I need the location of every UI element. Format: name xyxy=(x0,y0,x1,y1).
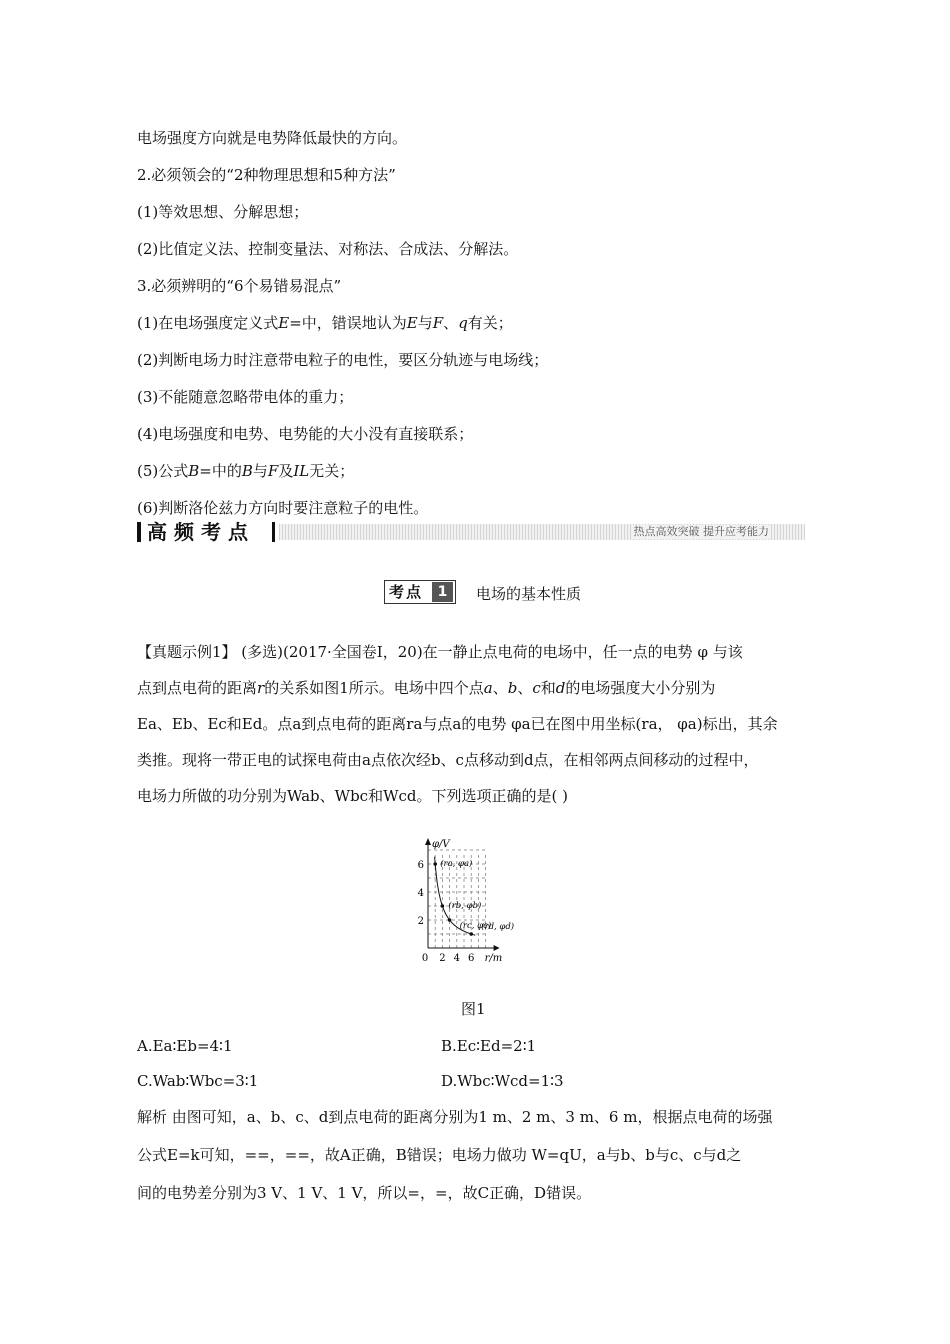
text: 、 xyxy=(492,679,508,697)
option-c: C.Wab∶Wbc=3∶1 xyxy=(137,1072,259,1090)
symbol: q xyxy=(458,314,468,332)
point-label: (rd, φd) xyxy=(481,922,515,932)
y-axis-label: φ/V xyxy=(432,839,450,850)
x-tick-label: 6 xyxy=(468,953,475,964)
text: 无关； xyxy=(309,462,355,480)
text: 的电场强度大小分别为 xyxy=(565,679,716,697)
solution-text: 解析 由图可知，a、b、c、d到点电荷的距离分别为1 m、2 m、3 m、6 m，根据点电荷的场强 xyxy=(137,1108,773,1126)
text: 与 xyxy=(417,314,433,332)
problem-text xyxy=(137,678,715,698)
y-tick-label: 2 xyxy=(417,916,424,927)
problem-text: 类推。现将一带正电的试探电荷由a点依次经b、c点移动到d点，在相邻两点间移动的过程中， xyxy=(137,751,759,769)
symbol: B xyxy=(188,462,200,480)
banner-title: 高频考点 xyxy=(147,520,255,544)
list-item xyxy=(137,461,354,481)
banner-bar xyxy=(137,522,141,542)
text: 、 xyxy=(443,314,459,332)
x-tick-label: 2 xyxy=(439,953,446,964)
text: 、 xyxy=(517,679,533,697)
y-axis-arrow xyxy=(425,838,431,845)
text: 的关系如图1所示。电场中四个点 xyxy=(264,679,484,697)
banner-bar xyxy=(272,522,275,542)
figure-caption: 图1 xyxy=(461,1000,486,1018)
symbol: d xyxy=(555,679,566,697)
list-item: (2)判断电场力时注意带电粒子的电性，要区分轨迹与电场线； xyxy=(137,351,549,369)
list-item xyxy=(137,313,513,333)
point-label: (rc, φc) xyxy=(459,921,492,931)
data-point xyxy=(448,918,452,922)
x-tick-label: 4 xyxy=(453,953,460,964)
heading-3: 3.必须辨明的“6个易错易混点” xyxy=(137,277,342,295)
text: 与 xyxy=(252,462,268,480)
symbol: F xyxy=(267,462,279,480)
point-label: (ra, φa) xyxy=(440,859,473,869)
list-item: (1)等效思想、分解思想； xyxy=(137,203,309,221)
y-tick-label: 4 xyxy=(417,888,424,899)
kaodian-number: 1 xyxy=(432,582,453,602)
origin-label: 0 xyxy=(421,953,429,964)
y-tick-label: 6 xyxy=(417,860,424,871)
text: (1)在电场强度定义式 xyxy=(137,314,279,332)
text: (5)公式 xyxy=(137,462,189,480)
symbol: IL xyxy=(293,462,310,480)
list-item: (3)不能随意忽略带电体的重力； xyxy=(137,388,354,406)
text: 和 xyxy=(540,679,556,697)
list-item: (2)比值定义法、控制变量法、对称法、合成法、分解法。 xyxy=(137,240,519,258)
potential-graph xyxy=(408,836,568,976)
banner-subtitle: 热点高效突破 提升应考能力 xyxy=(633,525,769,538)
text: 点到点电荷的距离 xyxy=(137,679,258,697)
x-axis-label: r/m xyxy=(484,953,503,964)
kaodian-title: 电场的基本性质 xyxy=(476,585,582,603)
symbol: c xyxy=(532,679,541,697)
symbol: E xyxy=(278,314,290,332)
symbol: E xyxy=(406,314,418,332)
symbol: F xyxy=(432,314,444,332)
text: =中的 xyxy=(199,462,242,480)
data-point xyxy=(469,932,473,936)
symbol: B xyxy=(241,462,253,480)
text: 有关； xyxy=(467,314,513,332)
list-item: (4)电场强度和电势、电势能的大小没有直接联系； xyxy=(137,425,474,443)
option-a: A.Ea∶Eb=4∶1 xyxy=(137,1037,233,1055)
x-axis-arrow xyxy=(494,945,500,951)
symbol: a xyxy=(483,679,493,697)
point-label: (rb, φb) xyxy=(448,901,482,911)
paragraph: 电场强度方向就是电势降低最快的方向。 xyxy=(137,129,408,147)
heading-2: 2.必须领会的“2种物理思想和5种方法” xyxy=(137,166,396,184)
problem-text: 【真题示例1】 (多选)(2017·全国卷Ⅰ，20)在一静止点电荷的电场中，任一点的电势 φ 与该 xyxy=(137,643,743,661)
symbol: r xyxy=(257,679,265,697)
symbol: b xyxy=(507,679,518,697)
solution-text: 间的电势差分别为3 V、1 V、1 V，所以=，=，故C正确，D错误。 xyxy=(137,1184,592,1202)
problem-text: Ea、Eb、Ec和Ed。点a到点电荷的距离ra与点a的电势 φa已在图中用坐标(ra， φa)标出，其余 xyxy=(137,715,778,733)
text: 及 xyxy=(278,462,294,480)
option-d: D.Wbc∶Wcd=1∶3 xyxy=(441,1072,564,1090)
data-point xyxy=(433,862,437,866)
kaodian-badge xyxy=(384,580,456,604)
section-banner xyxy=(137,520,805,544)
solution-text: 公式E=k可知，==，==，故A正确，B错误；电场力做功 W=qU，a与b、b与c、c与d之 xyxy=(137,1146,742,1164)
problem-text: 电场力所做的功分别为Wab、Wbc和Wcd。下列选项正确的是( ) xyxy=(137,787,568,805)
kaodian-label: 考点 xyxy=(389,583,424,601)
list-item: (6)判断洛伦兹力方向时要注意粒子的电性。 xyxy=(137,499,429,517)
text: =中，错误地认为 xyxy=(289,314,407,332)
option-b: B.Ec∶Ed=2∶1 xyxy=(441,1037,537,1055)
data-point xyxy=(441,904,445,908)
